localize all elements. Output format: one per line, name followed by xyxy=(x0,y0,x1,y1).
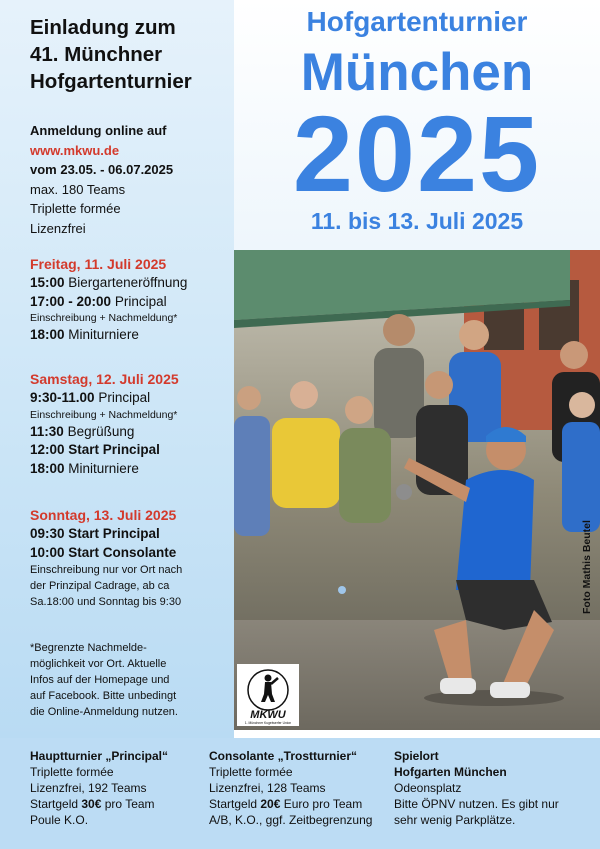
consolante-mode: A/B, K.O., ggf. Zeitbegrenzung xyxy=(209,813,373,827)
invitation-heading xyxy=(30,14,230,95)
sunday-note-3: Sa.18:00 und Sonntag bis 9:30 xyxy=(30,596,182,608)
friday-registration-note: Einschreibung + Nachmeldung* xyxy=(30,312,178,324)
friday-row-4 xyxy=(30,326,232,345)
consolante-format: Triplette formée xyxy=(209,765,293,779)
consolante-fee-amount: 20€ xyxy=(260,797,281,811)
principal-fee-pre: Startgeld xyxy=(30,797,82,811)
principal-mode: Poule K.O. xyxy=(30,813,89,827)
registration-dates: vom 23.05. - 06.07.2025 xyxy=(30,162,174,177)
friday-schedule xyxy=(30,254,232,345)
friday-text-2: Principal xyxy=(114,293,167,309)
registration-format: Triplette formée xyxy=(30,201,121,216)
event-dates: 11. bis 13. Juli 2025 xyxy=(310,208,524,234)
note-line-4: auf Facebook. Bitte unbedingt xyxy=(30,690,177,702)
saturday-time-5: 18:00 xyxy=(30,460,65,476)
event-year: 2025 xyxy=(292,93,542,214)
venue-location: Odeonsplatz xyxy=(394,781,462,795)
consolante-fee xyxy=(209,796,372,812)
consolante-fee-post: Euro pro Team xyxy=(280,797,363,811)
principal-heading: Hauptturnier „Principal“ xyxy=(30,749,169,763)
registration-link[interactable]: www.mkwu.de xyxy=(30,142,120,158)
sunday-title: Sonntag, 13. Juli 2025 xyxy=(30,507,177,523)
consolante-fee-pre: Startgeld xyxy=(209,797,261,811)
saturday-time-4: 12:00 xyxy=(30,442,65,457)
saturday-text-3: Begrüßung xyxy=(67,423,135,439)
saturday-row-5 xyxy=(30,460,232,479)
note-line-3: Infos auf der Homepage und xyxy=(30,674,170,686)
logo-subtext: 1. Münchner Kugelwerfer Union xyxy=(244,721,292,725)
saturday-registration-note: Einschreibung + Nachmeldung* xyxy=(30,408,178,421)
mkwu-logo xyxy=(237,664,299,726)
invitation-line-1: Einladung zum xyxy=(30,16,176,39)
friday-text-4: Miniturniere xyxy=(68,327,139,342)
friday-row-2 xyxy=(30,293,232,312)
sunday-note-2: der Prinzipal Cadrage, ab ca xyxy=(30,580,170,592)
venue-transport-note: Bitte ÖPNV nutzen. Es gibt nur xyxy=(394,797,559,811)
saturday-row-3 xyxy=(30,423,232,442)
saturday-row-1 xyxy=(30,389,232,408)
sunday-note-1: Einschreibung nur vor Ort nach xyxy=(30,564,183,576)
invitation-line-3: Hofgartenturnier xyxy=(30,70,192,93)
consolante-teams: Lizenzfrei, 128 Teams xyxy=(209,781,326,795)
note-line-1: *Begrenzte Nachmelde- xyxy=(30,642,147,654)
consolante-info xyxy=(209,748,372,828)
registration-heading: Anmeldung online auf xyxy=(30,123,167,138)
venue-name: Hofgarten München xyxy=(394,765,507,779)
sunday-schedule xyxy=(30,505,232,610)
invitation-line-2: 41. Münchner xyxy=(30,43,163,66)
note-line-2: möglichkeit vor Ort. Aktuelle xyxy=(30,658,167,670)
saturday-schedule xyxy=(30,369,232,478)
saturday-text-5: Miniturniere xyxy=(68,460,139,476)
registration-license: Lizenzfrei xyxy=(30,220,86,236)
late-registration-note xyxy=(30,640,230,720)
principal-fee-post: pro Team xyxy=(101,797,155,811)
saturday-text-4: Start Principal xyxy=(68,442,160,457)
principal-fee xyxy=(30,796,168,812)
saturday-time-1: 9:30-11.00 xyxy=(30,390,95,405)
friday-text-1: Biergarteneröffnung xyxy=(68,275,188,290)
friday-row-1 xyxy=(30,274,232,293)
venue-heading: Spielort xyxy=(394,749,439,763)
principal-fee-amount: 30€ xyxy=(81,797,102,811)
venue-info xyxy=(394,748,559,828)
event-title: Hofgartenturnier xyxy=(306,6,528,37)
photo-credit: Foto Mathis Beutel xyxy=(581,520,593,614)
principal-format: Triplette formée xyxy=(30,765,114,779)
principal-teams: Lizenzfrei, 192 Teams xyxy=(30,781,147,795)
saturday-text-1: Principal xyxy=(98,390,151,405)
saturday-time-3: 11:30 xyxy=(30,423,64,439)
sunday-row-1: 09:30 Start Principal xyxy=(30,526,160,541)
saturday-row-4 xyxy=(30,441,232,460)
venue-parking-note: sehr wenig Parkplätze. xyxy=(394,813,516,827)
consolante-heading: Consolante „Trostturnier“ xyxy=(209,749,358,763)
boules-player-photo xyxy=(234,250,600,730)
sunday-row-2: 10:00 Start Consolante xyxy=(30,544,177,560)
saturday-title: Samstag, 12. Juli 2025 xyxy=(30,371,179,387)
friday-time-4: 18:00 xyxy=(30,327,65,342)
friday-time-1: 15:00 xyxy=(30,275,65,290)
principal-info xyxy=(30,748,168,828)
note-line-5: die Online-Anmeldung nutzen. xyxy=(30,706,178,718)
registration-block xyxy=(30,121,230,238)
registration-max-teams: max. 180 Teams xyxy=(30,181,126,197)
event-city: München xyxy=(300,43,534,102)
logo-text: MKWU xyxy=(250,709,286,721)
friday-title: Freitag, 11. Juli 2025 xyxy=(30,256,167,272)
friday-time-2: 17:00 - 20:00 xyxy=(30,293,112,309)
